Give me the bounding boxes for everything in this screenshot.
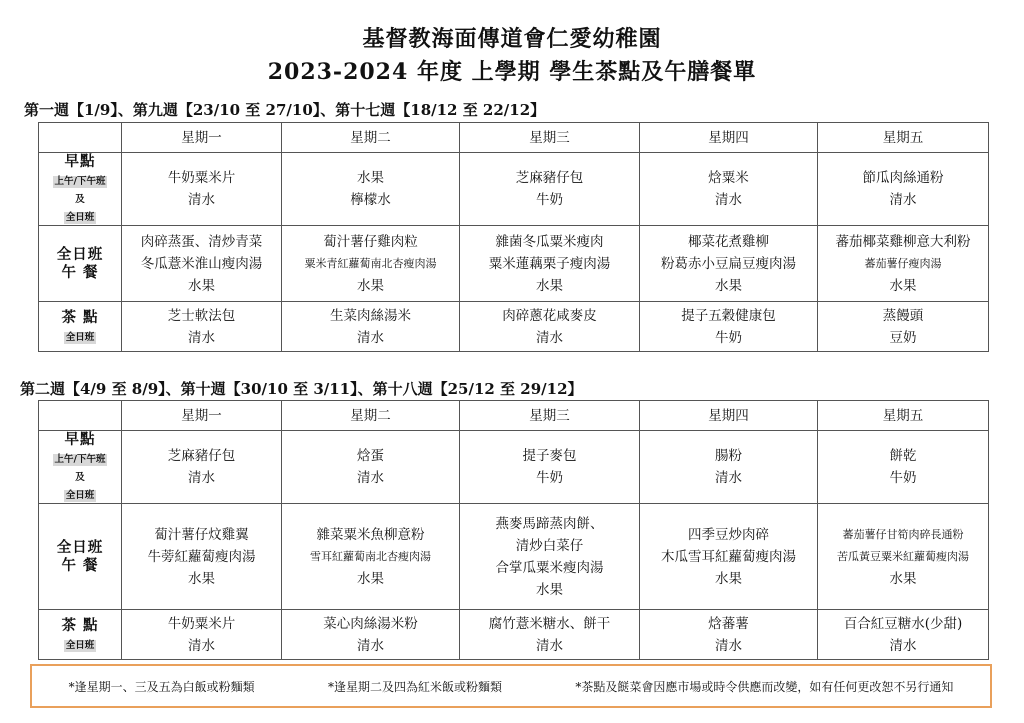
day-header: 星期一: [122, 123, 282, 153]
footnote: *茶點及餸菜會因應市場或時令供應而改變，如有任何更改恕不另行通知: [575, 679, 954, 694]
menu-cell: 餅乾 牛奶: [818, 431, 989, 504]
row-label-lunch: 全日班 午 餐: [39, 226, 122, 302]
menu-title: 2023-2024 年度 上學期 學生茶點及午膳餐單: [267, 59, 757, 85]
day-header: 星期三: [460, 401, 640, 431]
menu-cell: 腸粉 清水: [640, 431, 818, 504]
footnote-box: [30, 664, 992, 708]
menu-cell: 提子五穀健康包 牛奶: [640, 302, 818, 352]
day-header: 星期二: [282, 401, 460, 431]
menu-cell: 水果 檸檬水: [282, 153, 460, 226]
menu-cell: 雜菜粟米魚柳意粉 雪耳紅蘿蔔南北杏瘦肉湯 水果: [282, 504, 460, 610]
menu-cell: 蒸饅頭 豆奶: [818, 302, 989, 352]
row-label-breakfast: 早點 上午/下午班 及 全日班: [39, 431, 122, 504]
menu-cell: 牛奶粟米片 清水: [122, 610, 282, 660]
day-header: 星期五: [818, 401, 989, 431]
menu-cell: 蕃茄薯仔甘筍肉碎長通粉 苦瓜黃豆粟米紅蘿蔔瘦肉湯 水果: [818, 504, 989, 610]
week2-heading: 第二週【4/9 至 8/9】、第十週【30/10 至 3/11】、第十八週【25/12 至 29/12】: [20, 380, 583, 398]
menu-cell: 蔔汁薯仔雞肉粒 粟米青紅蘿蔔南北杏瘦肉湯 水果: [282, 226, 460, 302]
menu-cell: 椰菜花煮雞柳 粉葛赤小豆扁豆瘦肉湯 水果: [640, 226, 818, 302]
row-label-snack: 茶 點 全日班: [39, 610, 122, 660]
menu-cell: 腐竹薏米糖水、餅干 清水: [460, 610, 640, 660]
day-header: 星期五: [818, 123, 989, 153]
menu-cell: 節瓜肉絲通粉 清水: [818, 153, 989, 226]
corner-cell: [39, 401, 122, 431]
menu-cell: 芝麻豬仔包 牛奶: [460, 153, 640, 226]
menu-cell: 生菜肉絲湯米 清水: [282, 302, 460, 352]
school-name: 基督教海面傳道會仁愛幼稚園: [362, 26, 662, 52]
menu-cell: 百合紅豆糖水(少甜) 清水: [818, 610, 989, 660]
menu-cell: 肉碎蔥花咸麥皮 清水: [460, 302, 640, 352]
menu-cell: 焓蛋 清水: [282, 431, 460, 504]
day-header: 星期二: [282, 123, 460, 153]
week1-heading: 第一週【1/9】、第九週【23/10 至 27/10】、第十七週【18/12 至 22/12】: [24, 101, 546, 119]
day-header: 星期三: [460, 123, 640, 153]
menu-cell: 蕃茄椰菜雞柳意大利粉 蕃茄薯仔瘦肉湯 水果: [818, 226, 989, 302]
day-header: 星期四: [640, 401, 818, 431]
row-label-breakfast: 早點 上午/下午班 及 全日班: [39, 153, 122, 226]
day-header: 星期一: [122, 401, 282, 431]
menu-cell: 四季豆炒肉碎 木瓜雪耳紅蘿蔔瘦肉湯 水果: [640, 504, 818, 610]
row-label-lunch: 全日班 午 餐: [39, 504, 122, 610]
menu-cell: 焓粟米 清水: [640, 153, 818, 226]
corner-cell: [39, 123, 122, 153]
menu-cell: 蔔汁薯仔炆雞翼 牛蒡紅蘿蔔瘦肉湯 水果: [122, 504, 282, 610]
menu-cell: 芝麻豬仔包 清水: [122, 431, 282, 504]
week2-table: [38, 400, 989, 660]
row-label-snack: 茶 點 全日班: [39, 302, 122, 352]
footnote: *逢星期一、三及五為白飯或粉麵類: [68, 679, 255, 694]
menu-cell: 提子麥包 牛奶: [460, 431, 640, 504]
menu-cell: 菜心肉絲湯米粉 清水: [282, 610, 460, 660]
footnote: *逢星期二及四為紅米飯或粉麵類: [327, 679, 502, 694]
menu-cell: 肉碎蒸蛋、清炒青菜 冬瓜薏米淮山瘦肉湯 水果: [122, 226, 282, 302]
menu-cell: 雜菌冬瓜粟米瘦肉 粟米蓮藕栗子瘦肉湯 水果: [460, 226, 640, 302]
menu-cell: 焓蕃薯 清水: [640, 610, 818, 660]
menu-cell: 燕麥馬蹄蒸肉餅、 清炒白菜仔 合掌瓜粟米瘦肉湯 水果: [460, 504, 640, 610]
menu-cell: 牛奶粟米片 清水: [122, 153, 282, 226]
menu-cell: 芝士軟法包 清水: [122, 302, 282, 352]
week1-table: [38, 122, 989, 352]
day-header: 星期四: [640, 123, 818, 153]
